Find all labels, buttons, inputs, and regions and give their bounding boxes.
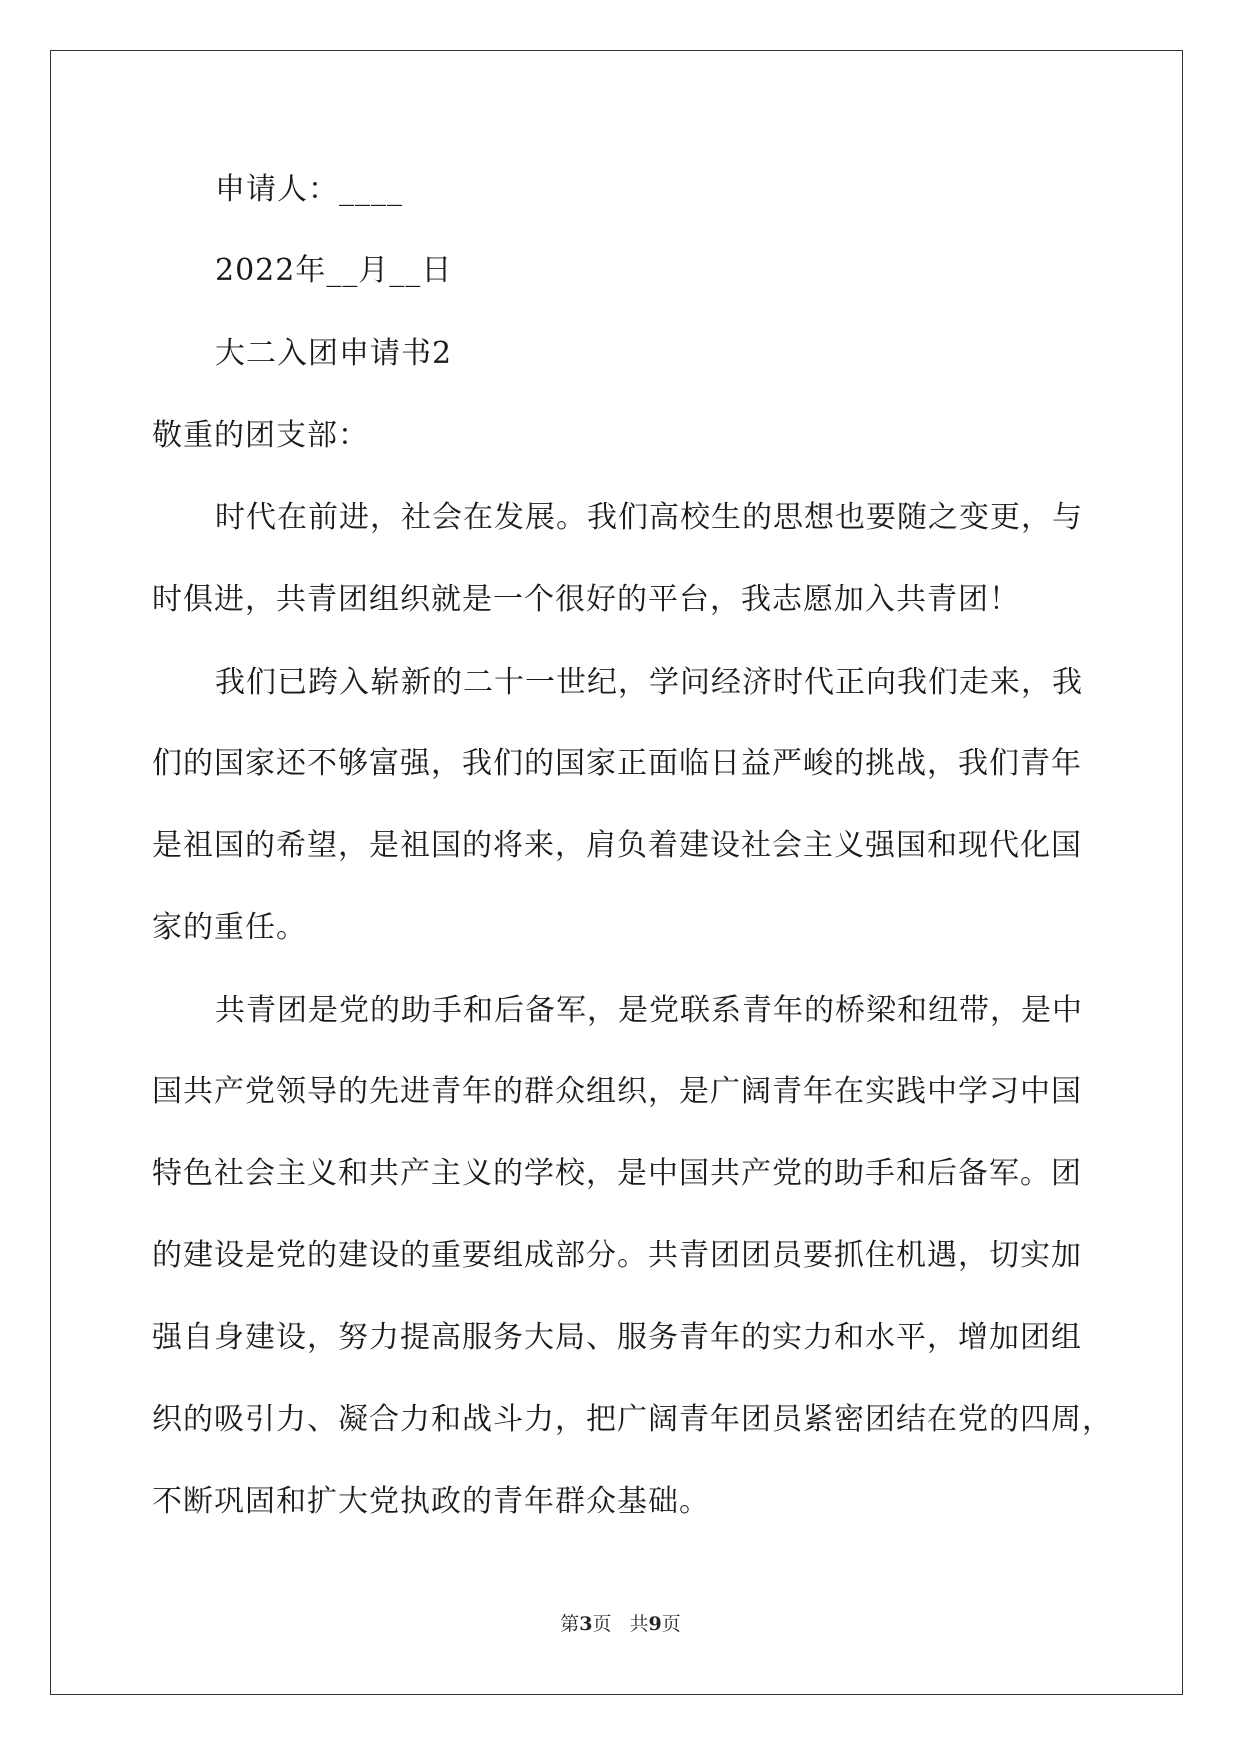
current-page-number: 3 bbox=[579, 1613, 593, 1635]
paragraph-3-line-3: 特色社会主义和共产主义的学校，是中国共产党的助手和后备军。团 bbox=[152, 1156, 1082, 1191]
page-number-footer bbox=[0, 1612, 1241, 1636]
paragraph-2-line-2: 们的国家还不够富强，我们的国家正面临日益严峻的挑战，我们青年 bbox=[152, 746, 1082, 781]
paragraph-3-line-2: 国共产党领导的先进青年的群众组织，是广阔青年在实践中学习中国 bbox=[152, 1074, 1082, 1109]
section-title: 大二入团申请书2 bbox=[215, 336, 453, 371]
paragraph-1-line-2: 时俱进，共青团组织就是一个很好的平台，我志愿加入共青团！ bbox=[152, 582, 1020, 617]
paragraph-3-line-7: 不断巩固和扩大党执政的青年群众基础。 bbox=[152, 1484, 710, 1519]
paragraph-3-line-1: 共青团是党的助手和后备军，是党联系青年的桥梁和纽带，是中 bbox=[215, 993, 1083, 1028]
paragraph-2-line-4: 家的重任。 bbox=[152, 910, 307, 945]
total-prefix: 共 bbox=[629, 1613, 649, 1635]
page-frame bbox=[50, 50, 1183, 1695]
date-line: 2022年__月__日 bbox=[215, 253, 453, 288]
salutation: 敬重的团支部： bbox=[152, 418, 369, 453]
paragraph-2-line-1: 我们已跨入崭新的二十一世纪，学问经济时代正向我们走来，我 bbox=[215, 665, 1083, 700]
paragraph-3-line-5: 强自身建设，努力提高服务大局、服务青年的实力和水平，增加团组 bbox=[152, 1320, 1082, 1355]
paragraph-3-line-4: 的建设是党的建设的重要组成部分。共青团团员要抓住机遇，切实加 bbox=[152, 1238, 1082, 1273]
paragraph-1-line-1: 时代在前进，社会在发展。我们高校生的思想也要随之变更，与 bbox=[215, 500, 1083, 535]
page-suffix: 页 bbox=[592, 1613, 612, 1635]
applicant-line: 申请人：____ bbox=[215, 172, 403, 207]
page-prefix: 第 bbox=[560, 1613, 580, 1635]
paragraph-3-line-6: 织的吸引力、凝合力和战斗力，把广阔青年团员紧密团结在党的四周， bbox=[152, 1402, 1113, 1437]
total-suffix: 页 bbox=[661, 1613, 681, 1635]
total-page-number: 9 bbox=[648, 1613, 662, 1635]
paragraph-2-line-3: 是祖国的希望，是祖国的将来，肩负着建设社会主义强国和现代化国 bbox=[152, 828, 1082, 863]
